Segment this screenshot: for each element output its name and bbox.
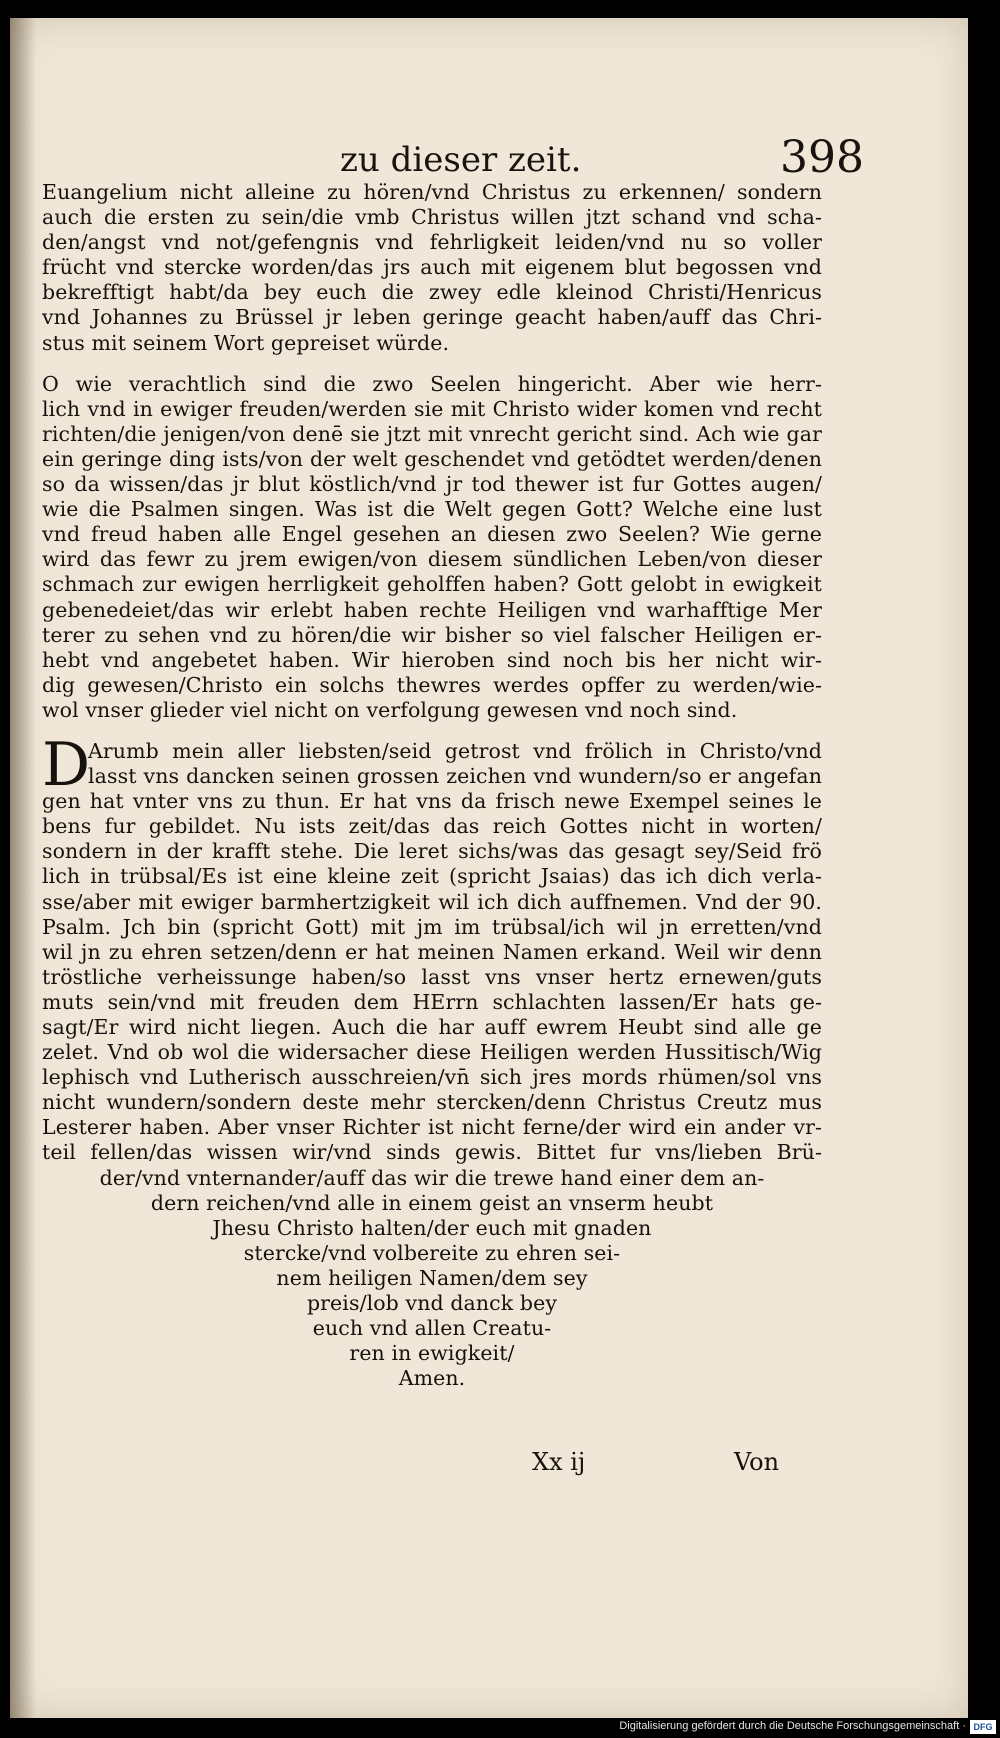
text-line: vnd Johannes zu Brüssel jr leben geringe geacht haben/auff das Chri- bbox=[42, 305, 822, 330]
text-line: so da wissen/das jr blut köstlich/vnd jr tod thewer ist fur Gottes augen/ bbox=[42, 472, 822, 497]
text-line: vnd freud haben alle Engel gesehen an diesen zwo Seelen? Wie gerne bbox=[42, 522, 822, 547]
page-footer-catchwords bbox=[10, 1448, 968, 1488]
text-line: bekrefftigt habt/da bey euch die zwey edle kleinod Christi/Henricus bbox=[42, 280, 822, 305]
text-line: Psalm. Jch bin (spricht Gott) mit jm im trübsal/ich wil jn erretten/vnd bbox=[42, 914, 822, 939]
text-line: sondern in der krafft stehe. Die leret sichs/was das gesagt sey/Seid frö bbox=[42, 839, 822, 864]
text-line: Euangelium nicht alleine zu hören/vnd Christus zu erkennen/ sondern bbox=[42, 180, 822, 204]
digitization-note: Digitalisierung gefördert durch die Deutsche Forschungsgemeinschaft · bbox=[619, 1720, 966, 1732]
text-line: tröstliche verheissunge haben/so lasst vns vnser hertz ernewen/guts bbox=[42, 964, 822, 989]
text-line: ein geringe ding ists/von der welt geschendet vnd getödtet werden/denen bbox=[42, 446, 822, 471]
text-line: den/angst vnd not/gefengnis vnd fehrligkeit leiden/vnd nu so voller bbox=[42, 230, 822, 255]
text-line: wol vnser glieder viel nicht on verfolgung gewesen vnd noch sind. bbox=[42, 697, 738, 722]
book-page bbox=[10, 18, 968, 1718]
text-line: Amen. bbox=[398, 1366, 466, 1391]
text-line: Arumb mein aller liebsten/seid getrost vnd frölich in Christo/vnd bbox=[88, 738, 822, 763]
paragraph-3-drop-lines bbox=[42, 739, 822, 789]
text-line: preis/lob vnd danck bey bbox=[306, 1291, 558, 1316]
dfg-logo: DFG bbox=[970, 1720, 996, 1734]
text-line: wil jn zu ehren setzen/denn er hat meinen Namen erkand. Weil wir denn bbox=[42, 939, 822, 964]
paragraph-2 bbox=[42, 372, 822, 723]
text-line: nem heiligen Namen/dem sey bbox=[276, 1265, 588, 1290]
text-line: euch vnd allen Creatu- bbox=[312, 1316, 552, 1341]
page-number: 398 bbox=[780, 132, 864, 183]
text-line: ren in ewigkeit/ bbox=[349, 1341, 515, 1366]
text-line: wie die Psalmen singen. Was ist die Welt gegen Gott? Welche eine lust bbox=[42, 497, 822, 522]
closing-taper bbox=[42, 1166, 822, 1392]
text-line: teil fellen/das wissen wir/vnd sinds gewis. Bittet fur vns/lieben Brü- bbox=[42, 1140, 822, 1165]
text-line: dern reichen/vnd alle in einem geist an vnserm heubt bbox=[150, 1190, 714, 1215]
text-line: schmach zur ewigen herrligkeit geholffen haben? Gott gelobt in ewigkeit bbox=[42, 572, 822, 597]
text-line: terer zu sehen vnd zu hören/die wir bisher so viel falscher Heiligen er- bbox=[42, 622, 822, 647]
page-header bbox=[10, 118, 968, 188]
paragraph-3-body bbox=[42, 789, 822, 1165]
text-line: gebenedeiet/das wir erlebt haben rechte Heiligen vnd warhafftige Mer bbox=[42, 597, 822, 622]
text-line: Jhesu Christo halten/der euch mit gnaden bbox=[212, 1215, 652, 1240]
text-line: dig gewesen/Christo ein solchs thewres werdes opffer zu werden/wie- bbox=[42, 672, 822, 697]
text-line: zelet. Vnd ob wol die widersacher diese Heiligen werden Hussitisch/Wig bbox=[42, 1040, 822, 1065]
drop-cap: D bbox=[42, 729, 91, 800]
running-title: zu dieser zeit. bbox=[340, 140, 582, 180]
text-line: Lesterer haben. Aber vnser Richter ist nicht ferne/der wird ein ander vr- bbox=[42, 1115, 822, 1140]
body-text bbox=[42, 180, 822, 1391]
paragraph-1 bbox=[42, 180, 822, 356]
text-line: bens fur gebildet. Nu ists zeit/das das reich Gottes nicht in worten/ bbox=[42, 814, 822, 839]
text-line: frücht vnd stercke worden/das jrs auch mit eigenem blut begossen vnd bbox=[42, 255, 822, 280]
text-line: lich vnd in ewiger freuden/werden sie mit Christo wider komen vnd recht bbox=[42, 396, 822, 421]
text-line: O wie verachtlich sind die zwo Seelen hingericht. Aber wie herr- bbox=[42, 371, 822, 396]
text-line: auch die ersten zu sein/die vmb Christus willen jtzt schand vnd scha- bbox=[42, 205, 822, 230]
text-line: nicht wundern/sondern deste mehr stercken/denn Christus Creutz mus bbox=[42, 1090, 822, 1115]
text-line: lasst vns dancken seinen grossen zeichen vnd wundern/so er angefan bbox=[88, 764, 822, 789]
signature-mark: Xx ij bbox=[532, 1448, 586, 1476]
text-line: wird das fewr zu jrem ewigen/von diesem sündlichen Leben/von dieser bbox=[42, 547, 822, 572]
text-line: der/vnd vnternander/auff das wir die trewe hand einer dem an- bbox=[99, 1165, 765, 1190]
text-line: gen hat vnter vns zu thun. Er hat vns da frisch newe Exempel seines le bbox=[42, 789, 822, 814]
text-line: richten/die jenigen/von denē sie jtzt mit vnrecht gericht sind. Ach wie gar bbox=[42, 421, 822, 446]
text-line: lich in trübsal/Es ist eine kleine zeit (spricht Jsaias) das ich dich verla- bbox=[42, 864, 822, 889]
text-line: stercke/vnd volbereite zu ehren sei- bbox=[243, 1240, 621, 1265]
text-line: muts sein/vnd mit freuden dem HErrn schlachten lassen/Er hats ge- bbox=[42, 989, 822, 1014]
catchword: Von bbox=[734, 1448, 780, 1476]
text-line: lephisch vnd Lutherisch ausschreien/vn̄ sich jres mords rhümen/sol vns bbox=[42, 1065, 822, 1090]
text-line: hebt vnd angebetet haben. Wir hieroben sind noch bis her nicht wir- bbox=[42, 647, 822, 672]
text-line: sse/aber mit ewiger barmhertzigkeit wil ich dich auffnemen. Vnd der 90. bbox=[42, 889, 822, 914]
text-line: sagt/Er wird nicht liegen. Auch die har auff ewrem Heubt sind alle ge bbox=[42, 1015, 822, 1039]
paragraph-3 bbox=[42, 729, 822, 1391]
digitization-footer bbox=[0, 1718, 1000, 1738]
text-line: stus mit seinem Wort gepreiset würde. bbox=[42, 330, 450, 355]
